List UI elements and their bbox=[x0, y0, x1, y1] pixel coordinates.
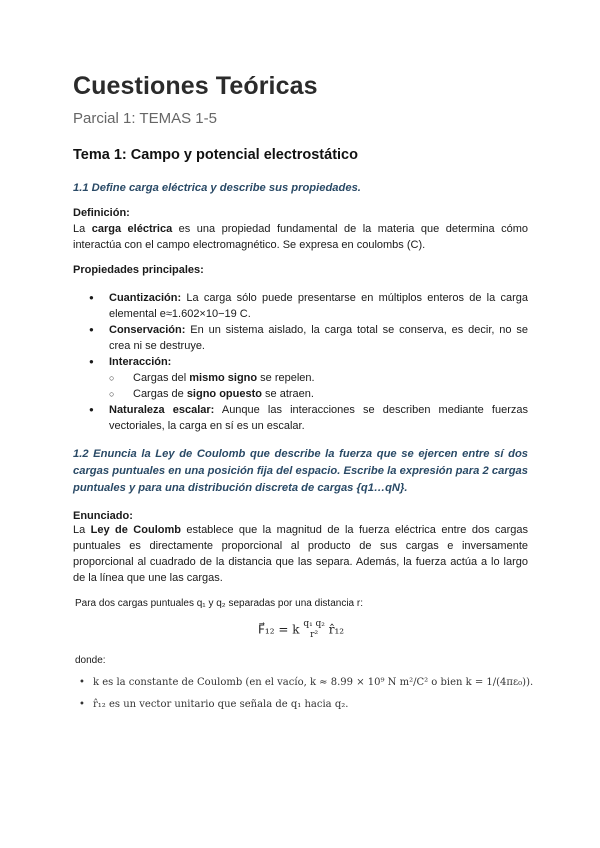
image-intro-text: Para dos cargas puntuales q₁ y q₂ separadas por una distancia r: bbox=[75, 598, 363, 609]
formula-numerator: q₁ q₂ bbox=[303, 619, 325, 629]
document-title: Cuestiones Teóricas bbox=[73, 72, 318, 100]
formula-fraction bbox=[303, 619, 325, 641]
sub-text: se repelen. bbox=[257, 372, 315, 384]
sub-text: Cargas de bbox=[133, 388, 187, 400]
sub-bold: signo opuesto bbox=[186, 388, 262, 400]
property-name: Cuantización: bbox=[109, 292, 182, 304]
list-item bbox=[79, 677, 533, 688]
formula-bullet-text: r̂₁₂ es un vector unitario que señala de q₁ hacia q₂. bbox=[93, 699, 349, 710]
question-1-2: 1.2 Enuncia la Ley de Coulomb que describe la fuerza que se ejercen entre sí dos cargas puntuales en una posición fija del espacio. Escribe la expresión para 2 cargas puntuales y para una distribución discreta de cargas {q1…qN}. bbox=[73, 448, 528, 494]
document-subtitle: Parcial 1: TEMAS 1-5 bbox=[73, 110, 217, 127]
definition-label: Definición: bbox=[73, 207, 130, 219]
formula-denominator: r² bbox=[310, 630, 319, 640]
section-heading-text: Tema 1: Campo y potencial electrostático bbox=[73, 147, 358, 163]
property-text: Aunque las interacciones se describen mediante fuerzas vectoriales, la carga en sí es un escalar. bbox=[109, 404, 528, 432]
sub-text: Cargas del bbox=[133, 372, 190, 384]
property-name: Interacción: bbox=[109, 356, 172, 368]
sub-text: se atraen. bbox=[261, 388, 314, 400]
formula-lhs: F⃗₁₂ = k bbox=[258, 622, 300, 637]
sub-bold: mismo signo bbox=[189, 372, 258, 384]
statement-pre: La bbox=[73, 524, 91, 536]
definition-pre: La bbox=[73, 223, 92, 235]
property-name: Conservación: bbox=[109, 324, 186, 336]
coulomb-formula-image bbox=[73, 0, 534, 848]
definition-body: es una propiedad fundamental de la materia que determina cómo interactúa con el campo electromagnético. Se expresa en coulombs (C). bbox=[73, 223, 529, 251]
question-1-1: 1.1 Define carga eléctrica y describe sus propiedades. bbox=[73, 182, 361, 194]
donde-text: donde: bbox=[75, 655, 106, 666]
statement-label: Enunciado: bbox=[73, 510, 133, 522]
list-item bbox=[79, 699, 348, 710]
property-text: La carga sólo puede presentarse en múltiplos enteros de la carga elemental e≈1.602×10−19 C. bbox=[109, 292, 528, 320]
property-text: En un sistema aislado, la carga total se conserva, es decir, no se crea ni se destruye. bbox=[109, 324, 528, 352]
properties-label: Propiedades principales: bbox=[73, 264, 204, 276]
formula-bullet-text: k es la constante de Coulomb (en el vacío, k ≈ 8.99 × 10⁹ N m²/C² o bien k = 1/(4πε₀)). bbox=[93, 677, 534, 688]
statement-term: Ley de Coulomb bbox=[90, 524, 181, 536]
formula-rhs: r̂₁₂ bbox=[328, 622, 345, 637]
coulomb-formula bbox=[258, 619, 344, 641]
property-name: Naturaleza escalar: bbox=[109, 404, 215, 416]
definition-term: carga eléctrica bbox=[91, 223, 173, 235]
statement-body: establece que la magnitud de la fuerza eléctrica entre dos cargas puntuales es directamente proporcional al producto de sus cargas e inversamente proporcional al cuadrado de la distancia que las separa. Además, la fuerza actúa a lo largo de la línea que une las cargas. bbox=[73, 524, 529, 584]
